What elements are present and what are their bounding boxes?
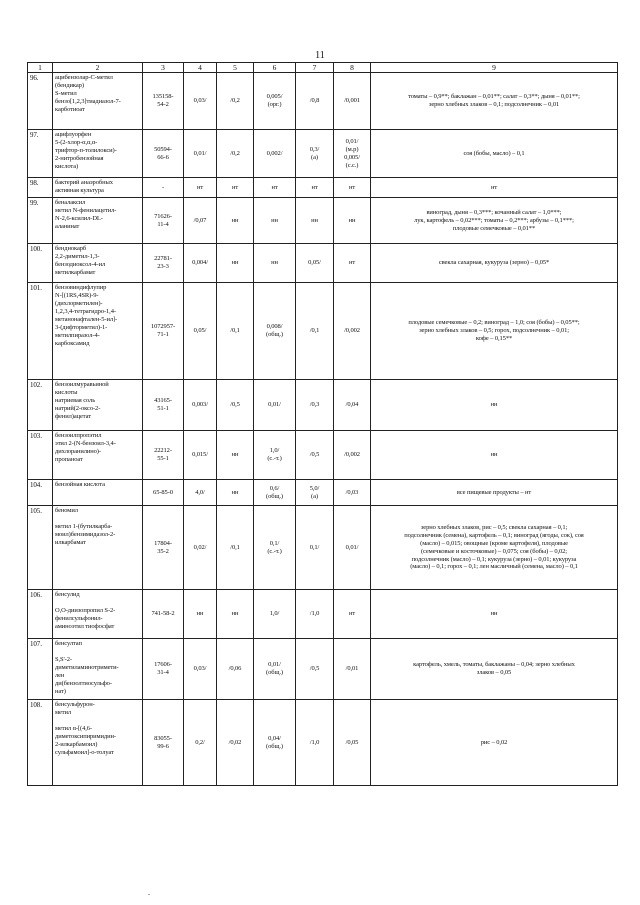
- value-col-5: /0,06: [217, 639, 254, 700]
- value-col-7: /1,0: [296, 700, 334, 786]
- residue-limits: нт: [371, 178, 618, 198]
- cas-number: 43165- 51-1: [143, 380, 184, 431]
- row-number: 103.: [28, 431, 53, 480]
- value-col-8: /0,05: [334, 700, 371, 786]
- column-header: 5: [217, 63, 254, 73]
- value-col-6: 0,1/ (с.-т.): [254, 506, 296, 590]
- value-col-7: /0,8: [296, 73, 334, 130]
- row-number: 107.: [28, 639, 53, 700]
- value-col-6: нн: [254, 244, 296, 283]
- row-number: 108.: [28, 700, 53, 786]
- residue-limits: нн: [371, 431, 618, 480]
- cas-number: 22781- 23-3: [143, 244, 184, 283]
- value-col-6: 0,01/: [254, 380, 296, 431]
- data-table: [27, 62, 618, 786]
- value-col-8: 0,01/ (м.р) 0,005/ (с.с.): [334, 130, 371, 178]
- value-col-4: 0,05/: [184, 283, 217, 380]
- value-col-4: 0,004/: [184, 244, 217, 283]
- row-number: 106.: [28, 590, 53, 639]
- residue-limits: все пищевые продукты – нт: [371, 480, 618, 506]
- cas-number: 50594- 66-6: [143, 130, 184, 178]
- row-number: 99.: [28, 198, 53, 244]
- table-row: [28, 244, 618, 283]
- column-header: 9: [371, 63, 618, 73]
- cas-number: 71626- 11-4: [143, 198, 184, 244]
- table-row: [28, 506, 618, 590]
- cas-number: 65-85-0: [143, 480, 184, 506]
- value-col-8: нт: [334, 244, 371, 283]
- value-col-6: 1,0/ (с.-т.): [254, 431, 296, 480]
- value-col-4: 0,03/: [184, 73, 217, 130]
- cas-number: -: [143, 178, 184, 198]
- value-col-7: 5,0/ (а): [296, 480, 334, 506]
- cas-number: 17606- 31-4: [143, 639, 184, 700]
- value-col-5: /0,1: [217, 283, 254, 380]
- value-col-7: /0,3: [296, 380, 334, 431]
- column-header: 6: [254, 63, 296, 73]
- value-col-4: 0,02/: [184, 506, 217, 590]
- value-col-5: /0,5: [217, 380, 254, 431]
- value-col-4: 0,03/: [184, 639, 217, 700]
- table-row: [28, 480, 618, 506]
- page-number: 11: [315, 50, 325, 61]
- row-number: 105.: [28, 506, 53, 590]
- residue-limits: плодовые семечковые – 0,2; виноград – 1,0; соя (бобы) – 0,05**; зерно хлебных злаков – 0,5; горох, подсолнечник – 0,01; кофе – 0,15**: [371, 283, 618, 380]
- value-col-4: 0,015/: [184, 431, 217, 480]
- value-col-8: нт: [334, 590, 371, 639]
- substance-name: ацифлуорфен 5-(2-хлор-α,α,α- трифтор-п-толилокси)- 2-нитробензойная кислота): [53, 130, 143, 178]
- table-row: [28, 431, 618, 480]
- value-col-8: /0,04: [334, 380, 371, 431]
- column-header: 7: [296, 63, 334, 73]
- substance-name: беналаксил метил N-фенилацетил- N-2,6-ксилил-DL- аланинат: [53, 198, 143, 244]
- value-col-5: /0,02: [217, 700, 254, 786]
- value-col-6: 0,008/ (общ.): [254, 283, 296, 380]
- value-col-8: /0,002: [334, 283, 371, 380]
- value-col-8: /0,03: [334, 480, 371, 506]
- value-col-4: нн: [184, 590, 217, 639]
- column-header: 4: [184, 63, 217, 73]
- value-col-6: 0,6/ (общ.): [254, 480, 296, 506]
- value-col-8: /0,002: [334, 431, 371, 480]
- value-col-5: нн: [217, 590, 254, 639]
- value-col-5: /0,2: [217, 73, 254, 130]
- value-col-7: 0,05/: [296, 244, 334, 283]
- table-header-row: [28, 63, 618, 73]
- residue-limits: свекла сахарная, кукуруза (зерно) – 0,05*: [371, 244, 618, 283]
- value-col-8: нт: [334, 178, 371, 198]
- table-row: [28, 283, 618, 380]
- value-col-4: 0,01/: [184, 130, 217, 178]
- column-header: 3: [143, 63, 184, 73]
- residue-limits: виноград, дыня – 0,3***; кочанный салат – 1,0***; лук, картофель – 0,02***; томаты – 0,2***; арбузы – 0,1***; плодовые семечковые – 0,01**: [371, 198, 618, 244]
- row-number: 97.: [28, 130, 53, 178]
- substance-name: бензоилмуравьиной кислоты натриевая соль натрий(2-оксо-2- фенил)ацетат: [53, 380, 143, 431]
- value-col-7: /1,0: [296, 590, 334, 639]
- value-col-4: нт: [184, 178, 217, 198]
- table-row: [28, 178, 618, 198]
- footer-mark: .: [148, 888, 150, 897]
- residue-limits: рис – 0,02: [371, 700, 618, 786]
- value-col-6: 0,002/: [254, 130, 296, 178]
- value-col-5: нн: [217, 244, 254, 283]
- substance-name: бенсултап S,S'-2- диметиламинотримети- лен ди(бензолтиосульфо- нат): [53, 639, 143, 700]
- table-row: [28, 380, 618, 431]
- substance-name: бензовиндифлупир N-[(1RS,4SR)-9- (дихлорметилен)- 1,2,3,4-тетрагидро-1,4- метанонафтален-5-ил]- 3-(дифторметил)-1- метилпиразол-4- карбоксамид: [53, 283, 143, 380]
- substance-name: бенсульфурон- метил метил α-[(4,6- диметоксипиримидин- 2-илкарбамоил) сульфамоил]-о-толуат: [53, 700, 143, 786]
- residue-limits: нн: [371, 590, 618, 639]
- row-number: 102.: [28, 380, 53, 431]
- residue-limits: зерно хлебных злаков, рис – 0,5; свекла сахарная – 0,1; подсолнечник (семена), картофель – 0,1; виноград (ягоды, сок), соя (масло) – 0,015; овощные (кроме картофеля), плодовые (семечковые и косточковые) – 0,075; соя (бобы) – 0,02; подсолнечник (масло) – 0,1; кукуруза (зерно) – 0,01; кукуруза (масло) – 0,1; горох – 0,1; лен масличный (семена, масло) – 0,1: [371, 506, 618, 590]
- table-row: [28, 198, 618, 244]
- substance-name: бензоилпропэтил этил 2-(N-бензоил-3,4- дихлоранилино)- пропаноат: [53, 431, 143, 480]
- residue-limits: картофель, хмель, томаты, баклажаны – 0,04; зерно хлебных злаков – 0,05: [371, 639, 618, 700]
- value-col-5: нн: [217, 480, 254, 506]
- column-header: 2: [53, 63, 143, 73]
- substance-name: ацибензолар-С-метил (бендикар) S-метил бензо[1,2,3]тиадиазол-7- карботиоат: [53, 73, 143, 130]
- value-col-5: нн: [217, 431, 254, 480]
- residue-limits: соя (бобы, масло) – 0,1: [371, 130, 618, 178]
- table-row: [28, 73, 618, 130]
- substance-name: бензойная кислота: [53, 480, 143, 506]
- value-col-7: /0,5: [296, 639, 334, 700]
- value-col-4: 4,0/: [184, 480, 217, 506]
- cas-number: 17804- 35-2: [143, 506, 184, 590]
- value-col-6: 0,01/ (общ.): [254, 639, 296, 700]
- table-row: [28, 590, 618, 639]
- cas-number: 83055- 99-6: [143, 700, 184, 786]
- substance-name: бенднокарб 2,2-диметил-1,3- бензодиоксол-4-ил метилкарбамат: [53, 244, 143, 283]
- row-number: 100.: [28, 244, 53, 283]
- value-col-8: /0,001: [334, 73, 371, 130]
- table-row: [28, 700, 618, 786]
- value-col-5: нн: [217, 198, 254, 244]
- row-number: 101.: [28, 283, 53, 380]
- value-col-4: 0,003/: [184, 380, 217, 431]
- column-header: 8: [334, 63, 371, 73]
- substance-name: бактерий анаэробных активная культура: [53, 178, 143, 198]
- value-col-6: 1,0/: [254, 590, 296, 639]
- cas-number: 22212- 55-1: [143, 431, 184, 480]
- value-col-8: нн: [334, 198, 371, 244]
- value-col-7: 0,1/: [296, 506, 334, 590]
- value-col-7: /0,1: [296, 283, 334, 380]
- substance-name: беномил метил 1-(бутилкарба- моил)бензимидазол-2- илкарбамат: [53, 506, 143, 590]
- value-col-6: нн: [254, 198, 296, 244]
- cas-number: 741-58-2: [143, 590, 184, 639]
- value-col-7: 0,3/ (а): [296, 130, 334, 178]
- value-col-7: нт: [296, 178, 334, 198]
- value-col-6: 0,04/ (общ.): [254, 700, 296, 786]
- value-col-5: /0,2: [217, 130, 254, 178]
- substance-name: бенсулид О,О-диизопропил S-2- фенилсульфонил- аминоэтил тиофосфат: [53, 590, 143, 639]
- value-col-5: /0,1: [217, 506, 254, 590]
- value-col-7: нн: [296, 198, 334, 244]
- value-col-4: /0,07: [184, 198, 217, 244]
- value-col-8: /0,01: [334, 639, 371, 700]
- value-col-5: нт: [217, 178, 254, 198]
- table-row: [28, 130, 618, 178]
- table-row: [28, 639, 618, 700]
- row-number: 104.: [28, 480, 53, 506]
- value-col-6: нт: [254, 178, 296, 198]
- value-col-6: 0,005/ (орг.): [254, 73, 296, 130]
- residue-limits: нн: [371, 380, 618, 431]
- value-col-8: 0,01/: [334, 506, 371, 590]
- residue-limits: томаты – 0,9**; баклажан – 0,01**; салат – 0,3**; дыня – 0,01**; зерно хлебных злаков – 0,1; подсолнечник – 0,01: [371, 73, 618, 130]
- cas-number: 135158- 54-2: [143, 73, 184, 130]
- row-number: 98.: [28, 178, 53, 198]
- row-number: 96.: [28, 73, 53, 130]
- column-header: 1: [28, 63, 53, 73]
- value-col-7: /0,5: [296, 431, 334, 480]
- cas-number: 1072957- 71-1: [143, 283, 184, 380]
- value-col-4: 0,2/: [184, 700, 217, 786]
